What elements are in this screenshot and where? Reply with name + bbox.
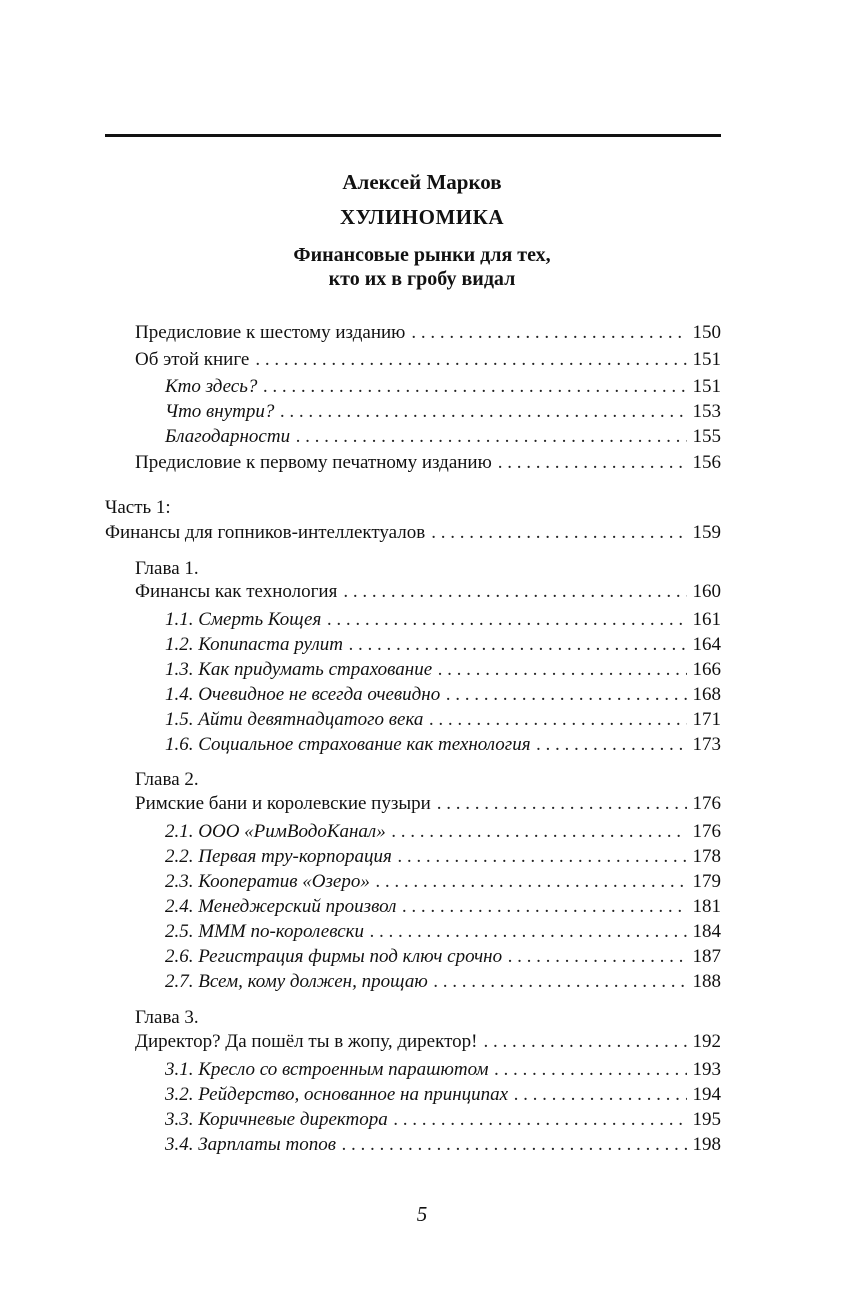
leader-dots [342,1133,687,1157]
toc-entry-title: Предисловие к шестому изданию [135,322,406,343]
toc-entry-page: 195 [692,1109,721,1130]
leader-dots [508,945,686,969]
toc-entry-title: 3.2. Рейдерство, основанное на принципах [165,1084,509,1105]
toc-section-entry[interactable] [165,895,721,919]
toc-entry-page: 179 [692,871,721,892]
toc-entry-page: 176 [692,821,721,842]
toc-section-entry[interactable] [165,845,721,869]
toc-entry-title: Об этой книге [135,349,250,370]
toc-entry-page: 166 [692,659,721,680]
toc-section-entry[interactable] [165,1108,721,1132]
toc-entry-page: 156 [692,452,721,473]
toc-entry-title: Что внутри? [165,401,275,422]
leader-dots [349,633,687,657]
subtitle-line-2: кто их в гробу видал [328,268,516,290]
leader-dots [263,375,686,399]
subtitle-line-1: Финансовые рынки для тех, [293,244,551,266]
author-name: Алексей Марков [342,170,502,194]
toc-entry-page: 164 [692,634,721,655]
book-title: ХУЛИНОМИКА [339,205,504,229]
leader-dots [398,845,687,869]
toc-entry-page: 155 [692,426,721,447]
toc-entry-title: 1.3. Как придумать страхование [165,659,433,680]
toc-entry-page: 193 [692,1059,721,1080]
leader-dots [498,451,687,475]
toc-entry-title: 3.3. Коричневые директора [165,1109,388,1130]
leader-dots [376,870,687,894]
leader-dots [343,580,686,604]
toc-entry-title: 1.4. Очевидное не всегда очевидно [165,684,441,705]
toc-entry-title: Кто здесь? [165,376,258,397]
part-label: Часть 1: [105,497,171,518]
toc-subentry[interactable] [165,425,721,449]
leader-dots [280,400,686,424]
toc-entry-title: Римские бани и королевские пузыри [135,793,431,814]
toc-chapter-entry[interactable] [135,1030,721,1054]
toc-entry-page: 168 [692,684,721,705]
toc-entry-title: 3.1. Кресло со встроенным парашютом [165,1059,489,1080]
toc-entry-page: 176 [692,793,721,814]
toc-section-entry[interactable] [165,920,721,944]
toc-section-entry[interactable] [165,1058,721,1082]
leader-dots [514,1083,686,1107]
toc-entry[interactable] [135,348,721,372]
toc-entry-title: 1.1. Смерть Кощея [165,609,322,630]
leader-dots [438,658,686,682]
toc-entry-page: 178 [692,846,721,867]
leader-dots [483,1030,686,1054]
toc-chapter-entry[interactable] [135,580,721,604]
toc-section-entry[interactable] [165,945,721,969]
toc-entry[interactable] [135,321,721,345]
toc-section-entry[interactable] [165,1083,721,1107]
toc-entry-page: 150 [692,322,721,343]
toc-entry-page: 151 [692,349,721,370]
toc-entry-page: 161 [692,609,721,630]
toc-subentry[interactable] [165,400,721,424]
toc-entry-title: 2.6. Регистрация фирмы под ключ срочно [165,946,503,967]
leader-dots [537,733,687,757]
leader-dots [429,708,686,732]
toc-section-entry[interactable] [165,733,721,757]
leader-dots [495,1058,687,1082]
toc-entry-title: Директор? Да пошёл ты в жопу, директор! [135,1031,478,1052]
leader-dots [327,608,686,632]
toc-chapter-entry[interactable] [135,792,721,816]
toc-section-entry[interactable] [165,708,721,732]
toc-entry-title: 2.5. МММ по-королевски [165,921,365,942]
toc-entry-page: 171 [692,709,721,730]
chapter-label: Глава 2. [135,769,199,790]
chapter-label: Глава 1. [135,558,199,579]
leader-dots [392,820,687,844]
toc-entry-title: 1.5. Айти девятнадцатого века [165,709,424,730]
toc-entry-title: 2.1. ООО «РимВодоКанал» [165,821,386,842]
leader-dots [446,683,686,707]
toc-section-entry[interactable] [165,970,721,994]
leader-dots [255,348,686,372]
leader-dots [402,895,686,919]
toc-section-entry[interactable] [165,658,721,682]
toc-entry-page: 187 [692,946,721,967]
toc-entry-title: 3.4. Зарплаты топов [165,1134,336,1155]
toc-section-entry[interactable] [165,1133,721,1157]
toc-entry-title: 2.2. Первая тру-корпорация [165,846,392,867]
leader-dots [434,970,687,994]
toc-entry-title: 2.7. Всем, кому должен, прощаю [165,971,428,992]
toc-entry-title: Финансы для гопников-интеллектуалов [105,522,426,543]
toc-section-entry[interactable] [165,820,721,844]
toc-entry-page: 160 [692,581,721,602]
page-number: 5 [416,1202,428,1226]
toc-entry-page: 173 [692,734,721,755]
toc-entry-page: 151 [692,376,721,397]
toc-entry-page: 153 [692,401,721,422]
toc-section-entry[interactable] [165,683,721,707]
toc-entry-page: 188 [692,971,721,992]
toc-entry-title: Предисловие к первому печатному изданию [135,452,492,473]
toc-entry-page: 159 [692,522,721,543]
toc-section-entry[interactable] [165,870,721,894]
toc-entry-title: Финансы как технология [135,581,338,602]
leader-dots [411,321,686,345]
chapter-label: Глава 3. [135,1007,199,1028]
toc-entry-page: 198 [692,1134,721,1155]
leader-dots [394,1108,687,1132]
toc-entry-page: 181 [692,896,721,917]
toc-entry-title: 1.6. Социальное страхование как технология [165,734,531,755]
toc-part-entry[interactable] [105,521,721,545]
toc-subentry[interactable] [165,375,721,399]
leader-dots [431,521,686,545]
toc-entry-title: 1.2. Копипаста рулит [165,634,343,655]
toc-entry-title: 2.3. Кооператив «Озеро» [165,871,370,892]
toc-entry-title: 2.4. Менеджерский произвол [165,896,397,917]
leader-dots [370,920,686,944]
toc-entry-page: 192 [692,1031,721,1052]
leader-dots [437,792,687,816]
toc-entry-page: 184 [692,921,721,942]
toc-section-entry[interactable] [165,608,721,632]
toc-entry-title: Благодарности [165,426,291,447]
toc-section-entry[interactable] [165,633,721,657]
toc-entry[interactable] [135,451,721,475]
leader-dots [296,425,686,449]
toc-entry-page: 194 [692,1084,721,1105]
